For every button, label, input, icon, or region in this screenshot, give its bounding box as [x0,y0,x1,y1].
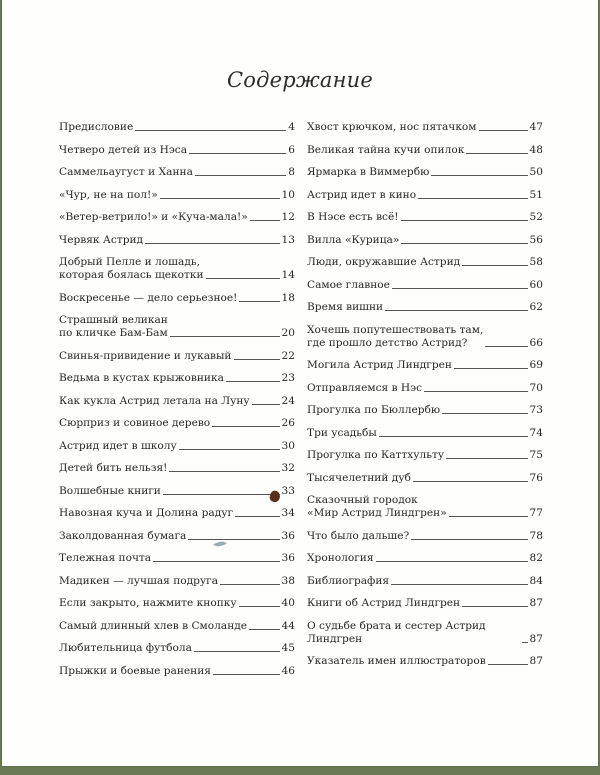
toc-entry-title: Сказочный городок «Мир Астрид Линдгрен» [307,494,447,519]
toc-entry [307,552,543,565]
toc-leader-line [169,471,279,472]
toc-leader-line [379,436,528,437]
toc-entry-page: 22 [281,349,295,362]
toc-entry-title: Хронология [307,552,374,564]
toc-entry-title: Тысячелетний дуб [307,471,411,484]
toc-leader-line [160,198,280,199]
toc-entry-title: Ведьма в кустах крыжовника [59,372,224,384]
toc-entry-page: 8 [288,166,295,178]
toc-leader-line [392,288,528,289]
book-page [2,0,598,766]
toc-entry [307,530,543,543]
toc-entry-page: 24 [281,394,295,407]
toc-entry-title: Могила Астрид Линдгрен [307,359,452,371]
toc-entry [59,314,295,340]
toc-leader-line [212,426,279,427]
toc-leader-line [462,606,527,607]
toc-entry-title: Что было дальше? [307,529,410,542]
toc-leader-line [385,310,527,311]
toc-entry-title: Время вишни [307,301,384,313]
toc-entry-title: Вилла «Курица» [307,233,400,246]
toc-entry [59,665,295,678]
toc-entry-page: 38 [281,574,295,587]
toc-entry [307,144,543,157]
toc-leader-line [449,516,528,517]
toc-entry-page: 51 [529,188,543,201]
toc-entry-title: Ярмарка в Виммербю [307,166,430,178]
toc-leader-line [466,153,527,154]
toc-entry [307,324,543,350]
toc-entry-title: Великая тайна кучи опилок [307,143,465,156]
toc-leader-line [226,381,280,382]
toc-entry [59,575,295,588]
toc-entry [307,597,543,610]
toc-entry-title: Заколдованная бумага [59,529,187,542]
toc-entry-title: Детей бить нельзя! [59,462,168,474]
toc-entry-page: 6 [288,143,295,156]
toc-leader-line [179,449,280,450]
toc-leader-line [488,664,528,665]
toc-entry-page: 60 [529,278,543,291]
toc-leader-line [195,175,286,176]
toc-leader-line [479,130,528,131]
toc-leader-line [252,404,280,405]
toc-entry [307,359,543,372]
toc-entry [307,575,543,588]
toc-column-right [307,121,543,678]
toc-entry [307,234,543,247]
toc-entry-title: Хочешь попутешествовать там, где прошло детство Астрид? [307,323,484,349]
toc-leader-line [522,642,528,643]
toc-entry [307,449,543,462]
toc-entry [307,404,543,417]
toc-entry-title: Предисловие [59,121,134,133]
toc-entry-page: 56 [529,233,543,246]
toc-entry-page: 30 [281,439,295,452]
toc-entry-page: 62 [529,301,543,313]
toc-entry-page: 69 [529,359,543,371]
toc-leader-line [206,278,280,279]
toc-leader-line [220,584,279,585]
toc-entry-page: 45 [281,642,295,654]
toc-entry [307,472,543,485]
toc-leader-line [462,265,527,266]
toc-entry-page: 44 [281,619,295,632]
toc-entry [59,211,295,224]
toc-entry-page: 58 [529,256,543,268]
toc-leader-line [446,458,527,459]
toc-entry-title: Волшебные книги [59,484,161,497]
toc-entry [59,166,295,179]
toc-entry-title: Три усадьбы [307,426,377,439]
toc-entry-title: Если закрыто, нажмите кнопку [59,597,237,609]
toc-entry-page: 18 [281,291,295,304]
toc-entry-page: 47 [529,121,543,133]
toc-entry [59,350,295,363]
toc-entry-title: Прогулка по Бюллербю [307,404,441,416]
toc-entry [59,642,295,655]
toc-entry-title: Отправляемся в Нэс [307,381,423,394]
toc-entry [59,530,295,543]
toc-entry-title: Астрид идет в школу [59,439,177,452]
toc-leader-line [391,584,527,585]
toc-entry-title: Любительница футбола [59,642,192,654]
toc-entry [59,121,295,134]
toc-entry-title: Библиография [307,574,390,587]
toc-entry-page: 12 [281,211,295,223]
toc-entry [59,292,295,305]
toc-entry-page: 32 [281,462,295,474]
toc-entry [307,189,543,202]
toc-entry [307,121,543,134]
toc-entry-page: 50 [529,166,543,178]
toc-entry-title: Добрый Пелле и лошадь, которая боялась щекотки [59,256,204,281]
toc-leader-line [189,153,286,154]
toc-entry-title: Саммельаугуст и Ханна [59,166,193,178]
toc-entry-title: Навозная куча и Долина радуг [59,507,234,519]
toc-entry-page: 33 [281,484,295,497]
toc-entry-title: Тележная почта [59,552,152,564]
toc-entry-title: Четверо детей из Нэса [59,143,188,156]
toc-entry [59,395,295,408]
toc-entry [59,440,295,453]
toc-leader-line [401,220,528,221]
toc-entry-page: 84 [529,574,543,587]
toc-leader-line [234,359,280,360]
toc-leader-line [431,175,527,176]
toc-leader-line [413,481,528,482]
toc-entry-page: 13 [281,233,295,246]
toc-entry-title: Люди, окружавшие Астрид [307,256,461,268]
toc-entry-page: 36 [281,529,295,542]
toc-leader-line [213,674,280,675]
toc-entry-page: 82 [529,552,543,564]
toc-entry [59,256,295,282]
toc-entry-title: Указатель имен иллюстраторов [307,655,486,667]
toc-entry-title: «Ветер-ветрило!» и «Куча-мала!» [59,211,248,223]
toc-entry-page: 52 [529,211,543,223]
toc-leader-line [454,368,528,369]
toc-entry-title: О судьбе брата и сестер Астрид Линдгрен [307,619,486,645]
toc-entry-title: Как кукла Астрид летала на Луну [59,394,250,407]
toc-leader-line [145,243,279,244]
toc-leader-line [170,336,280,337]
toc-entry-title: Астрид идет в кино [307,188,417,201]
toc-column-left [59,121,295,687]
toc-entry [59,144,295,157]
toc-leader-line [194,651,280,652]
toc-entry-page: 20 [281,327,295,339]
toc-entry-page: 48 [529,143,543,156]
toc-entry-title: Страшный великан по кличке Бам-Бам [59,314,168,339]
toc-leader-line [153,561,279,562]
toc-entry [59,372,295,385]
toc-entry [59,189,295,202]
toc-entry-page: 87 [529,655,543,667]
toc-leader-line [401,243,527,244]
toc-leader-line [239,301,279,302]
toc-entry-page: 78 [529,529,543,542]
toc-entry [59,417,295,430]
toc-entry-page: 10 [281,188,295,201]
toc-entry-page: 73 [529,404,543,416]
toc-entry-title: Книги об Астрид Линдгрен [307,597,461,609]
toc-leader-line [442,413,527,414]
toc-entry-page: 76 [529,471,543,484]
toc-entry-page: 40 [281,597,295,609]
toc-entry-title: Сюрприз и совиное дерево [59,417,211,429]
toc-entry [307,494,543,520]
toc-entry-title: Воскресенье — дело серьезное! [59,291,238,304]
toc-entry-page: 75 [529,449,543,461]
toc-leader-line [376,561,528,562]
toc-entry-title: Самое главное [307,278,390,291]
toc-leader-line [250,220,280,221]
toc-entry-title: Свинья-привидение и лукавый [59,349,232,362]
toc-leader-line [485,346,527,347]
toc-entry-page: 70 [529,381,543,394]
toc-leader-line [418,198,527,199]
toc-entry-page: 74 [529,426,543,439]
toc-entry [59,620,295,633]
toc-entry-page: 46 [281,664,295,677]
toc-entry [59,462,295,475]
toc-entry [307,427,543,440]
toc-entry-title: В Нэсе есть всё! [307,211,399,223]
toc-entry-page: 87 [529,632,543,645]
toc-entry-page: 77 [529,507,543,519]
toc-entry-title: Мадикен — лучшая подруга [59,574,219,587]
toc-entry [307,279,543,292]
toc-entry-page: 26 [281,417,295,429]
toc-leader-line [135,130,286,131]
toc-entry [307,211,543,224]
toc-entry [59,552,295,565]
toc-entry [307,256,543,269]
toc-entry-title: Прогулка по Каттхульту [307,449,445,461]
toc-entry [59,234,295,247]
toc-entry [307,301,543,314]
toc-entry [307,166,543,179]
toc-entry-page: 66 [529,336,543,349]
toc-entry-page: 87 [529,597,543,609]
toc-entry-page: 4 [288,121,295,133]
toc-entry-page: 34 [281,507,295,519]
toc-entry [307,382,543,395]
toc-leader-line [235,516,280,517]
toc-leader-line [188,539,279,540]
toc-entry-page: 14 [281,269,295,281]
toc-leader-line [163,494,280,495]
toc-leader-line [424,391,528,392]
toc-entry-title: Хвост крючком, нос пятачком [307,121,477,133]
toc-leader-line [249,629,279,630]
toc-entry [59,597,295,610]
toc-entry-page: 23 [281,372,295,384]
toc-entry [59,485,295,498]
toc-entry-page: 36 [281,552,295,564]
toc-entry [59,507,295,520]
toc-entry-title: Прыжки и боевые ранения [59,664,211,677]
toc-leader-line [239,606,280,607]
toc-entry-title: Червяк Астрид [59,233,144,246]
toc-entry [307,620,543,646]
toc-entry-title: Самый длинный хлев в Смоланде [59,619,248,632]
toc-leader-line [411,539,527,540]
toc-entry-title: «Чур, не на пол!» [59,188,158,201]
page-title: Содержание [226,68,374,92]
toc-entry [307,655,543,668]
